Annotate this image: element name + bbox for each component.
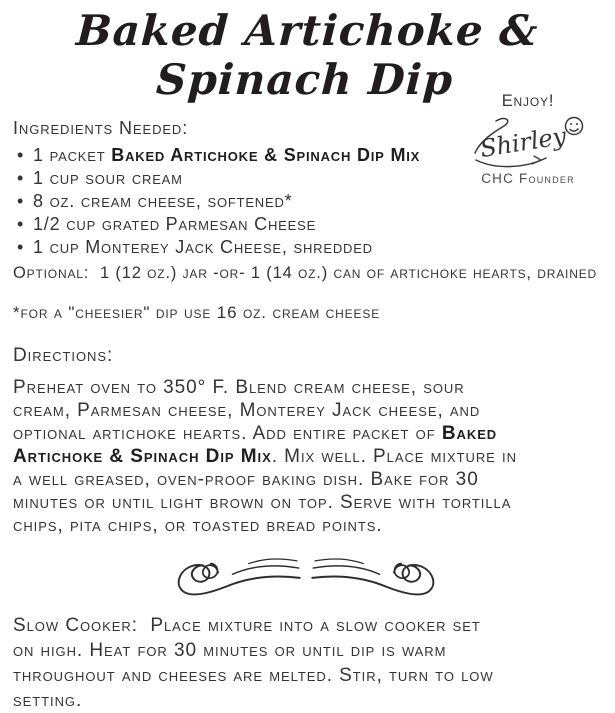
ingredient-text: 1/2 cup grated Parmesan Cheese [33,214,317,234]
ingredient-text: 1 cup sour cream [33,168,183,188]
ingredient-item [13,190,599,213]
flourish-divider-icon [170,551,442,603]
enjoy-label: Enjoy! [501,92,555,110]
ingredients-heading: Ingredients Needed: [13,118,189,138]
directions-heading: Directions: [13,345,114,366]
cheesier-footnote: *for a "cheesier" dip use 16 oz. cream cheese [13,303,381,322]
founder-label: CHC Founder [481,171,575,186]
bullet-icon: • [17,191,25,211]
slow-cooker-paragraph: Slow Cooker: Place mixture into a slow cooker set on high. Heat for 30 minutes or until dip is warm throughout and cheeses are melted. Stir, turn to low setting. [13,615,494,711]
signature-text: Shirley [478,121,569,164]
recipe-card [0,6,612,711]
bullet-icon: • [17,168,25,188]
founder-signature [466,113,590,169]
smiley-icon [566,118,583,135]
ingredient-text: 8 oz. cream cheese, softened* [33,191,293,211]
ingredient-text: 1 packet Baked Artichoke & Spinach Dip Mix [33,145,421,165]
bullet-icon: • [17,214,25,234]
directions-paragraph: Preheat oven to 350° F. Blend cream cheese, sour cream, Parmesan cheese, Monterey Jack cheese, and optional artichoke hearts. Add entire packet of Baked Artichoke & Spinach Dip Mix. Mix well. Place mixture in a well greased, oven-proof baking dish. Bake for 30 minutes or until light brown on top. Serve with tortilla chips, pita chips, or toasted bread points. [13,377,517,536]
ingredient-text: 1 cup Monterey Jack Cheese, shredded [33,237,373,257]
ingredient-item [13,236,599,259]
optional-note: Optional: 1 (12 oz.) jar -or- 1 (14 oz.) can of artichoke hearts, drained [13,264,598,282]
bullet-icon: • [17,145,25,165]
recipe-body [0,118,612,713]
enjoy-block [460,92,596,186]
bullet-icon: • [17,237,25,257]
ingredient-item [13,213,599,236]
recipe-title: Baked Artichoke & Spinach Dip [74,6,540,104]
